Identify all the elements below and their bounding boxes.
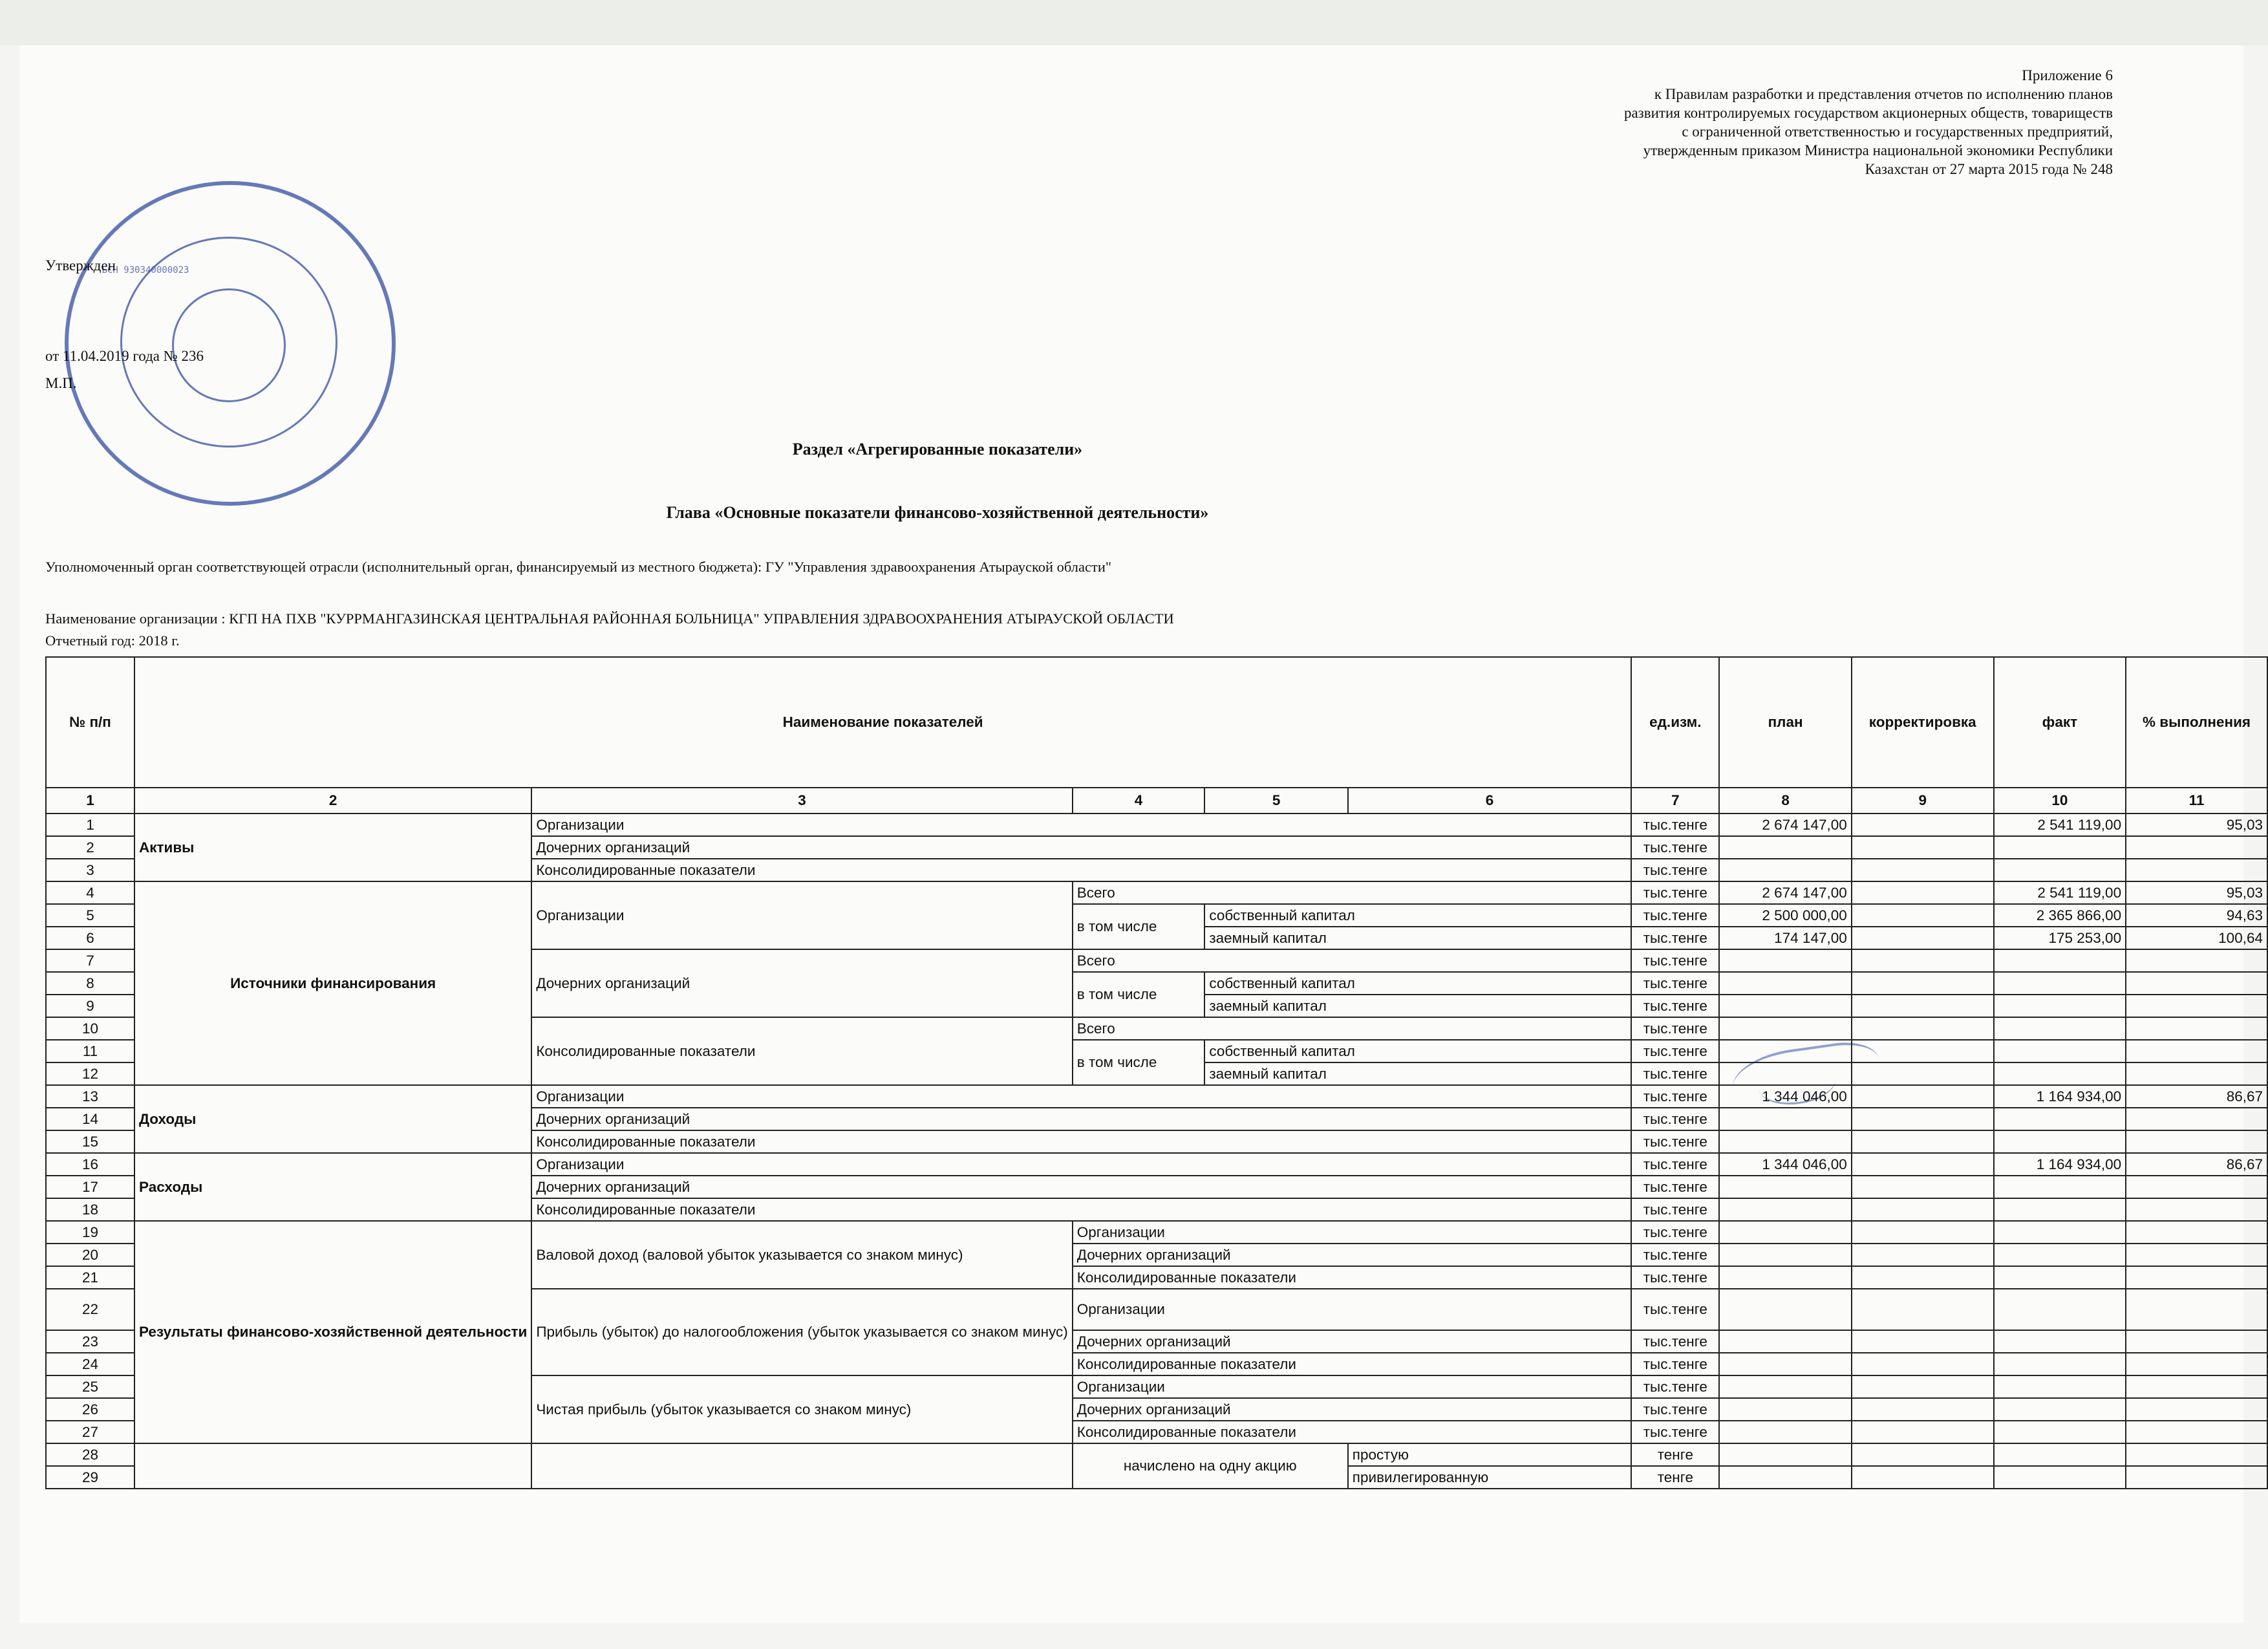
- row-number: 22: [46, 1289, 134, 1330]
- fact-value: 175 253,00: [1994, 927, 2126, 949]
- group-financing-sources: Источники финансирования: [134, 881, 531, 1085]
- row-label: Консолидированные показатели: [531, 859, 1631, 881]
- net-profit-label: Чистая прибыль (убыток указывается со знаком минус): [531, 1375, 1072, 1443]
- group-income: Доходы: [134, 1085, 531, 1153]
- row-number: 10: [46, 1017, 134, 1040]
- row-number: 11: [46, 1040, 134, 1062]
- row-label: Дочерних организаций: [531, 836, 1631, 859]
- row-label: Дочерних организаций: [531, 1108, 1631, 1130]
- row-label: Организации: [1073, 1375, 1632, 1398]
- row-label: собственный капитал: [1204, 904, 1631, 927]
- row-label: Дочерних организаций: [1073, 1244, 1632, 1266]
- percent-value: 86,67: [2126, 1153, 2267, 1176]
- row-label: Консолидированные показатели: [531, 1130, 1631, 1153]
- row-number: 3: [46, 859, 134, 881]
- row-label: Дочерних организаций: [531, 1176, 1631, 1198]
- unit-cell: тыс.тенге: [1631, 881, 1719, 904]
- row-label: в том числе: [1073, 972, 1205, 1017]
- row-number: 26: [46, 1398, 134, 1421]
- row-label: заемный капитал: [1204, 927, 1631, 949]
- row-label: заемный капитал: [1204, 995, 1631, 1017]
- row-label: Организации: [1073, 1289, 1632, 1330]
- row-label: Всего: [1073, 949, 1632, 972]
- plan-value: 1 344 046,00: [1719, 1153, 1851, 1176]
- adjustment-value: [1852, 927, 1994, 949]
- unit-cell: тыс.тенге: [1631, 972, 1719, 995]
- unit-cell: тыс.тенге: [1631, 1421, 1719, 1443]
- col-header-plan: план: [1719, 657, 1851, 788]
- row-label: собственный капитал: [1204, 1040, 1631, 1062]
- row-number: 1: [46, 814, 134, 836]
- unit-cell: тыс.тенге: [1631, 1108, 1719, 1130]
- column-number: 11: [2126, 788, 2267, 814]
- plan-value: 2 674 147,00: [1719, 881, 1851, 904]
- row-label: в том числе: [1073, 1040, 1205, 1085]
- row-label: Консолидированные показатели: [1073, 1353, 1632, 1375]
- adjustment-value: [1852, 881, 1994, 904]
- group-assets: Активы: [134, 814, 531, 881]
- unit-cell: тыс.тенге: [1631, 1040, 1719, 1062]
- table-row: [46, 1153, 2267, 1176]
- row-number: 2: [46, 836, 134, 859]
- row-number: 27: [46, 1421, 134, 1443]
- row-label: Консолидированные показатели: [1073, 1421, 1632, 1443]
- row-number: 24: [46, 1353, 134, 1375]
- column-number: 6: [1348, 788, 1632, 814]
- row-number: 4: [46, 881, 134, 904]
- unit-cell: тыс.тенге: [1631, 1375, 1719, 1398]
- financial-indicators-table: [45, 656, 2268, 1489]
- section-title: Раздел «Агрегированные показатели»: [792, 440, 1083, 458]
- fact-value: 2 541 119,00: [1994, 881, 2126, 904]
- unit-cell: тыс.тенге: [1631, 1062, 1719, 1085]
- col-header-num: № п/п: [46, 657, 134, 788]
- unit-cell: тыс.тенге: [1631, 995, 1719, 1017]
- row-number: 25: [46, 1375, 134, 1398]
- approved-label: Утвержден: [45, 257, 116, 274]
- column-number-row: [46, 788, 2267, 814]
- row-number: 28: [46, 1443, 134, 1466]
- row-number: 18: [46, 1198, 134, 1221]
- pretax-profit-label: Прибыль (убыток) до налогообложения (убыток указывается со знаком минус): [531, 1289, 1072, 1375]
- col-header-unit: ед.изм.: [1631, 657, 1719, 788]
- row-number: 20: [46, 1244, 134, 1266]
- row-label: Организации: [531, 881, 1072, 949]
- organization-line: Наименование организации : КГП НА ПХВ "КУРРМАНГАЗИНСКАЯ ЦЕНТРАЛЬНАЯ РАЙОННАЯ БОЛЬНИЦА" УПРАВЛЕНИЯ ЗДРАВООХРАНЕНИЯ АТЫРАУСКОЙ ОБЛАСТИ: [45, 610, 1174, 627]
- stamp-bin: БСН 930340000023: [102, 265, 189, 275]
- row-label: Дочерних организаций: [1073, 1398, 1632, 1421]
- row-label: Всего: [1073, 881, 1632, 904]
- unit-cell: тыс.тенге: [1631, 1130, 1719, 1153]
- row-number: 5: [46, 904, 134, 927]
- unit-cell: тыс.тенге: [1631, 836, 1719, 859]
- chapter-title: Глава «Основные показатели финансово-хозяйственной деятельности»: [666, 503, 1209, 522]
- row-number: 13: [46, 1085, 134, 1108]
- table-row: [46, 881, 2267, 904]
- row-number: 29: [46, 1466, 134, 1489]
- unit-cell: тыс.тенге: [1631, 949, 1719, 972]
- table-row: [46, 1221, 2267, 1244]
- row-label: Консолидированные показатели: [531, 1198, 1631, 1221]
- row-label: Дочерних организаций: [1073, 1330, 1632, 1353]
- column-number: 10: [1994, 788, 2126, 814]
- row-label: в том числе: [1073, 904, 1205, 949]
- row-label: Консолидированные показатели: [1073, 1266, 1632, 1289]
- row-label: Организации: [1073, 1221, 1632, 1244]
- seal-place-mark: М.П.: [45, 375, 77, 391]
- unit-cell: тыс.тенге: [1631, 1398, 1719, 1421]
- unit-cell: тыс.тенге: [1631, 1198, 1719, 1221]
- col-header-fact: факт: [1994, 657, 2126, 788]
- row-number: 19: [46, 1221, 134, 1244]
- column-number: 3: [531, 788, 1072, 814]
- row-number: 17: [46, 1176, 134, 1198]
- unit-cell: тенге: [1631, 1443, 1719, 1466]
- appendix-line: Приложение 6: [2022, 67, 2113, 83]
- row-number: 8: [46, 972, 134, 995]
- table-header-row: [46, 657, 2267, 788]
- plan-value: 1 344 046,00: [1719, 1085, 1851, 1108]
- unit-cell: тыс.тенге: [1631, 1289, 1719, 1330]
- col-header-name: Наименование показателей: [134, 657, 1631, 788]
- row-label: Организации: [531, 1153, 1631, 1176]
- plan-value: 174 147,00: [1719, 927, 1851, 949]
- row-number: 12: [46, 1062, 134, 1085]
- unit-cell: тыс.тенге: [1631, 1221, 1719, 1244]
- group-financial-results: Результаты финансово-хозяйственной деятельности: [134, 1221, 531, 1443]
- row-number: 21: [46, 1266, 134, 1289]
- fact-value: 1 164 934,00: [1994, 1085, 2126, 1108]
- column-number: 8: [1719, 788, 1851, 814]
- row-number: 14: [46, 1108, 134, 1130]
- unit-cell: тыс.тенге: [1631, 904, 1719, 927]
- per-share-label: начислено на одну акцию: [1073, 1443, 1348, 1489]
- appendix-header: [1337, 66, 2113, 178]
- fact-value: 2 365 866,00: [1994, 904, 2126, 927]
- row-label: собственный капитал: [1204, 972, 1631, 995]
- unit-cell: тенге: [1631, 1466, 1719, 1489]
- row-label: Консолидированные показатели: [531, 1017, 1072, 1085]
- column-number: 9: [1852, 788, 1994, 814]
- table-row: [46, 1085, 2267, 1108]
- row-label: Организации: [531, 814, 1631, 836]
- row-label: Всего: [1073, 1017, 1632, 1040]
- percent-value: 95,03: [2126, 814, 2267, 836]
- scan-edge: [0, 0, 2268, 45]
- column-number: 5: [1204, 788, 1347, 814]
- unit-cell: тыс.тенге: [1631, 1353, 1719, 1375]
- row-label: заемный капитал: [1204, 1062, 1631, 1085]
- fact-value: 1 164 934,00: [1994, 1153, 2126, 1176]
- appendix-line: Казахстан от 27 марта 2015 года № 248: [1865, 161, 2113, 177]
- column-number: 1: [46, 788, 134, 814]
- adjustment-value: [1852, 814, 1994, 836]
- row-number: 15: [46, 1130, 134, 1153]
- table-row: [46, 1443, 2267, 1466]
- table-row: [46, 814, 2267, 836]
- column-number: 4: [1073, 788, 1205, 814]
- row-label: Организации: [531, 1085, 1631, 1108]
- adjustment-value: [1852, 1153, 1994, 1176]
- unit-cell: тыс.тенге: [1631, 1085, 1719, 1108]
- unit-cell: тыс.тенге: [1631, 1266, 1719, 1289]
- unit-cell: тыс.тенге: [1631, 1330, 1719, 1353]
- appendix-line: утвержденным приказом Министра национальной экономики Республики: [1643, 142, 2113, 158]
- unit-cell: тыс.тенге: [1631, 1153, 1719, 1176]
- appendix-line: к Правилам разработки и представления отчетов по исполнению планов: [1654, 86, 2113, 102]
- percent-value: 86,67: [2126, 1085, 2267, 1108]
- gross-income-label: Валовой доход (валовой убыток указывается со знаком минус): [531, 1221, 1072, 1289]
- percent-value: 94,63: [2126, 904, 2267, 927]
- percent-value: 100,64: [2126, 927, 2267, 949]
- adjustment-value: [1852, 904, 1994, 927]
- plan-value: 2 674 147,00: [1719, 814, 1851, 836]
- fact-value: 2 541 119,00: [1994, 814, 2126, 836]
- appendix-line: с ограниченной ответственностью и государственных предприятий,: [1682, 124, 2113, 140]
- reporting-year: Отчетный год: 2018 г.: [45, 632, 180, 649]
- approval-date: от 11.04.2019 года № 236: [45, 348, 204, 364]
- unit-cell: тыс.тенге: [1631, 1017, 1719, 1040]
- unit-cell: тыс.тенге: [1631, 859, 1719, 881]
- group-expenses: Расходы: [134, 1153, 531, 1221]
- row-number: 23: [46, 1330, 134, 1353]
- row-label: привилегированную: [1348, 1466, 1632, 1489]
- unit-cell: тыс.тенге: [1631, 927, 1719, 949]
- row-label: Дочерних организаций: [531, 949, 1072, 1017]
- state-emblem-icon: [172, 288, 286, 402]
- col-header-percent: % выполнения: [2126, 657, 2267, 788]
- row-number: 16: [46, 1153, 134, 1176]
- unit-cell: тыс.тенге: [1631, 1176, 1719, 1198]
- unit-cell: тыс.тенге: [1631, 814, 1719, 836]
- column-number: 2: [134, 788, 531, 814]
- plan-value: 2 500 000,00: [1719, 904, 1851, 927]
- row-number: 9: [46, 995, 134, 1017]
- appendix-line: развития контролируемых государством акционерных обществ, товариществ: [1623, 105, 2113, 121]
- row-number: 6: [46, 927, 134, 949]
- unit-cell: тыс.тенге: [1631, 1244, 1719, 1266]
- adjustment-value: [1852, 1085, 1994, 1108]
- column-number: 7: [1631, 788, 1719, 814]
- col-header-adjustment: корректировка: [1852, 657, 1994, 788]
- percent-value: 95,03: [2126, 881, 2267, 904]
- row-label: простую: [1348, 1443, 1632, 1466]
- authority-line: Уполномоченный орган соответствующей отрасли (исполнительный орган, финансируемый из местного бюджета): ГУ "Управления здравоохранения Атырауской области": [45, 559, 1112, 575]
- row-number: 7: [46, 949, 134, 972]
